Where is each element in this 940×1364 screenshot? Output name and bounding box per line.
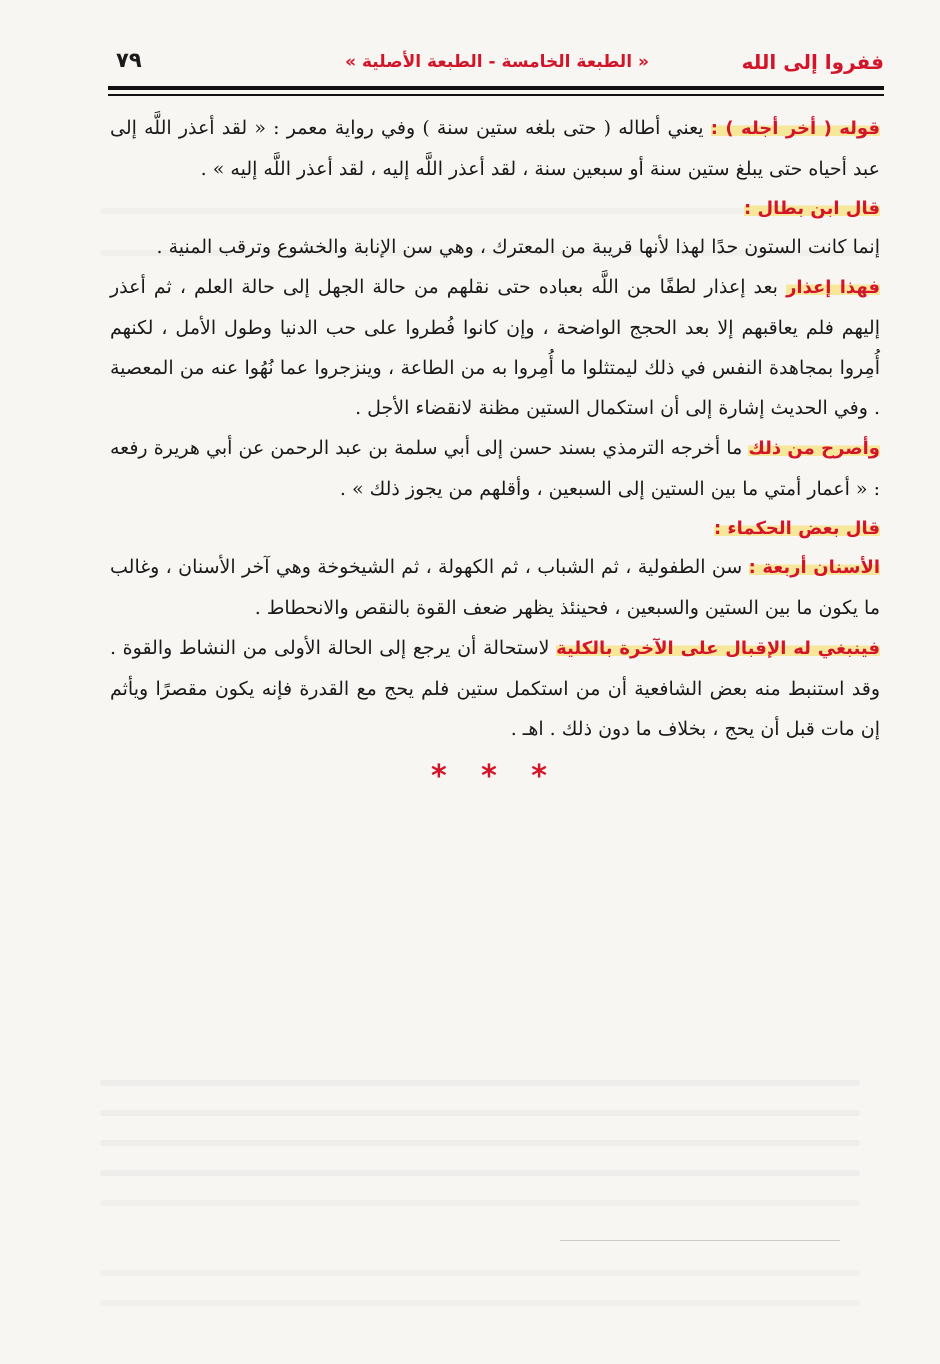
header-rule-thick [108, 86, 884, 90]
paragraph-text: إنما كانت الستون حدًا لهذا لأنها قريبة من المعترك ، وهي سن الإنابة والخشوع وترقب المنية . [156, 236, 880, 258]
bleed-through-line [100, 1140, 860, 1146]
paragraph-text: ما أخرجه الترمذي بسند حسن إلى أبي سلمة بن عبد الرحمن عن أبي هريرة رفعه : « أعمار أمتي ما بين الستين إلى السبعين ، وأقلهم من يجوز ذلك » . [110, 437, 880, 500]
highlighted-term: فينبغي له الإقبال على الآخرة بالكلية [556, 638, 881, 659]
highlighted-term: قوله ( أخر أجله ) : [710, 118, 880, 139]
bleed-through-line [100, 1170, 860, 1176]
bleed-through-line [100, 1270, 860, 1276]
footnote-rule [560, 1240, 840, 1241]
paragraph [110, 267, 880, 428]
section-separator: * * * [431, 759, 559, 794]
section-heading: قال ابن بطال : [744, 198, 880, 219]
paragraph-text: لاستحالة أن يرجع إلى الحالة الأولى من النشاط والقوة . وقد استنبط منه بعض الشافعية أن من استكمل ستين فلم يحج مع القدرة فإنه يكون مقصرًا ويأثم إن مات قبل أن يحج ، بخلاف ما دون ذلك . اهـ . [110, 637, 880, 740]
page-body [110, 108, 880, 797]
header-rule-thin [108, 94, 884, 96]
page-number: ٧٩ [116, 48, 142, 72]
bleed-through-line [100, 1110, 860, 1116]
highlighted-term: وأصرح من ذلك [748, 438, 880, 459]
bleed-through-line [100, 1080, 860, 1086]
highlighted-term: فهذا إعذار [786, 277, 880, 298]
bleed-through-line [100, 1200, 860, 1206]
paragraph-text: يعني أطاله ( حتى بلغه ستين سنة ) وفي رواية معمر : « لقد أعذر اللَّه إلى عبد أحياه حتى يبلغ ستين سنة أو سبعين سنة ، لقد أعذر اللَّه إليه ، لقد أعذر اللَّه إليه » . [110, 117, 880, 180]
paragraph [110, 628, 880, 749]
highlighted-term: الأسنان أربعة : [748, 557, 881, 578]
paragraph [110, 547, 880, 628]
book-title: ففروا إلى الله [741, 50, 884, 74]
paragraph [110, 428, 880, 509]
paragraph-text: سن الطفولية ، ثم الشباب ، ثم الكهولة ، ثم الشيخوخة وهي آخر الأسنان ، وغالب ما يكون ما بين الستين والسبعين ، فحينئذ يظهر ضعف القوة بالنقص والانحطاط . [110, 556, 880, 619]
paragraph [110, 108, 880, 189]
edition-label: « الطبعة الخامسة - الطبعة الأصلية » [345, 52, 649, 72]
running-header [110, 44, 884, 84]
section-heading: قال بعض الحكماء : [713, 518, 880, 539]
paragraph [110, 227, 880, 267]
bleed-through-line [100, 1300, 860, 1306]
paragraph-text: بعد إعذار لطفًا من اللَّه بعباده حتى نقلهم من حالة الجهل إلى حالة العلم ، ثم أعذر إليهم فلم يعاقبهم إلا بعد الحجج الواضحة ، وإن كانوا فُطروا على حب الدنيا وطول الأمل ، لكنهم أُمِروا بمجاهدة النفس في ذلك ليمتثلوا ما أُمِروا به من الطاعة ، وينزجروا عما نُهُوا عنه من المعصية . وفي الحديث إشارة إلى أن استكمال الستين مظنة لانقضاء الأجل . [110, 276, 880, 419]
